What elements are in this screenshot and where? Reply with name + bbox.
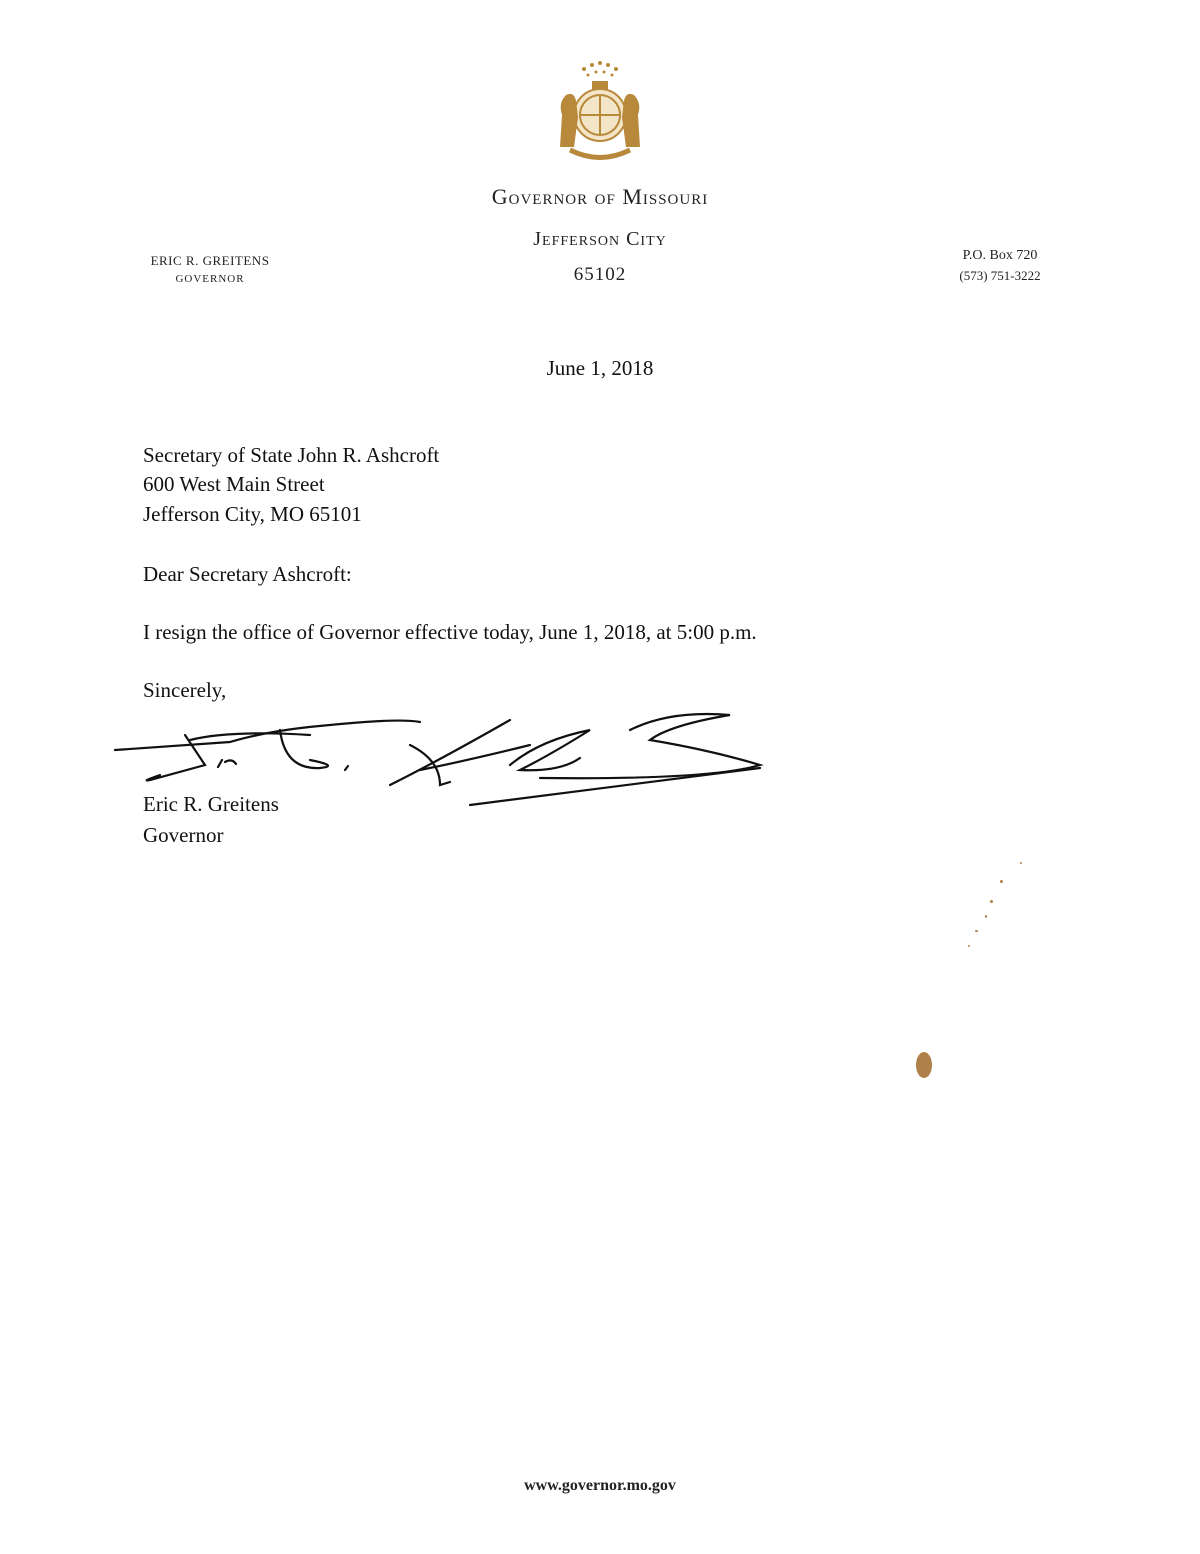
signer-name: Eric R. Greitens [143, 792, 279, 816]
speck [1020, 862, 1022, 864]
recipient-line-3: Jefferson City, MO 65101 [143, 502, 362, 526]
signer-title: Governor [143, 823, 224, 847]
salutation: Dear Secretary Ashcroft: [143, 562, 352, 586]
po-box: P.O. Box 720 [962, 248, 1038, 263]
office-title: Governor of Missouri [491, 184, 709, 209]
governor-name: ERIC R. GREITENS [150, 253, 270, 268]
speck [1000, 880, 1003, 883]
speck [990, 900, 993, 903]
recipient-line-1: Secretary of State John R. Ashcroft [143, 443, 440, 467]
recipient-line-2: 600 West Main Street [143, 472, 325, 496]
closing: Sincerely, [143, 678, 227, 702]
website-footer: www.governor.mo.gov [524, 1477, 676, 1494]
letter-body: I resign the office of Governor effective today, June 1, 2018, at 5:00 p.m. [143, 620, 757, 644]
phone-number: (573) 751-3222 [959, 268, 1041, 283]
stain [916, 1052, 932, 1078]
speck [968, 945, 970, 947]
letter-date: June 1, 2018 [546, 356, 654, 380]
state-seal-icon [540, 55, 660, 165]
speck [985, 915, 987, 918]
office-zip: 65102 [573, 264, 627, 285]
speck [975, 930, 978, 932]
office-city: Jefferson City [533, 228, 667, 250]
governor-title: GOVERNOR [175, 273, 245, 285]
